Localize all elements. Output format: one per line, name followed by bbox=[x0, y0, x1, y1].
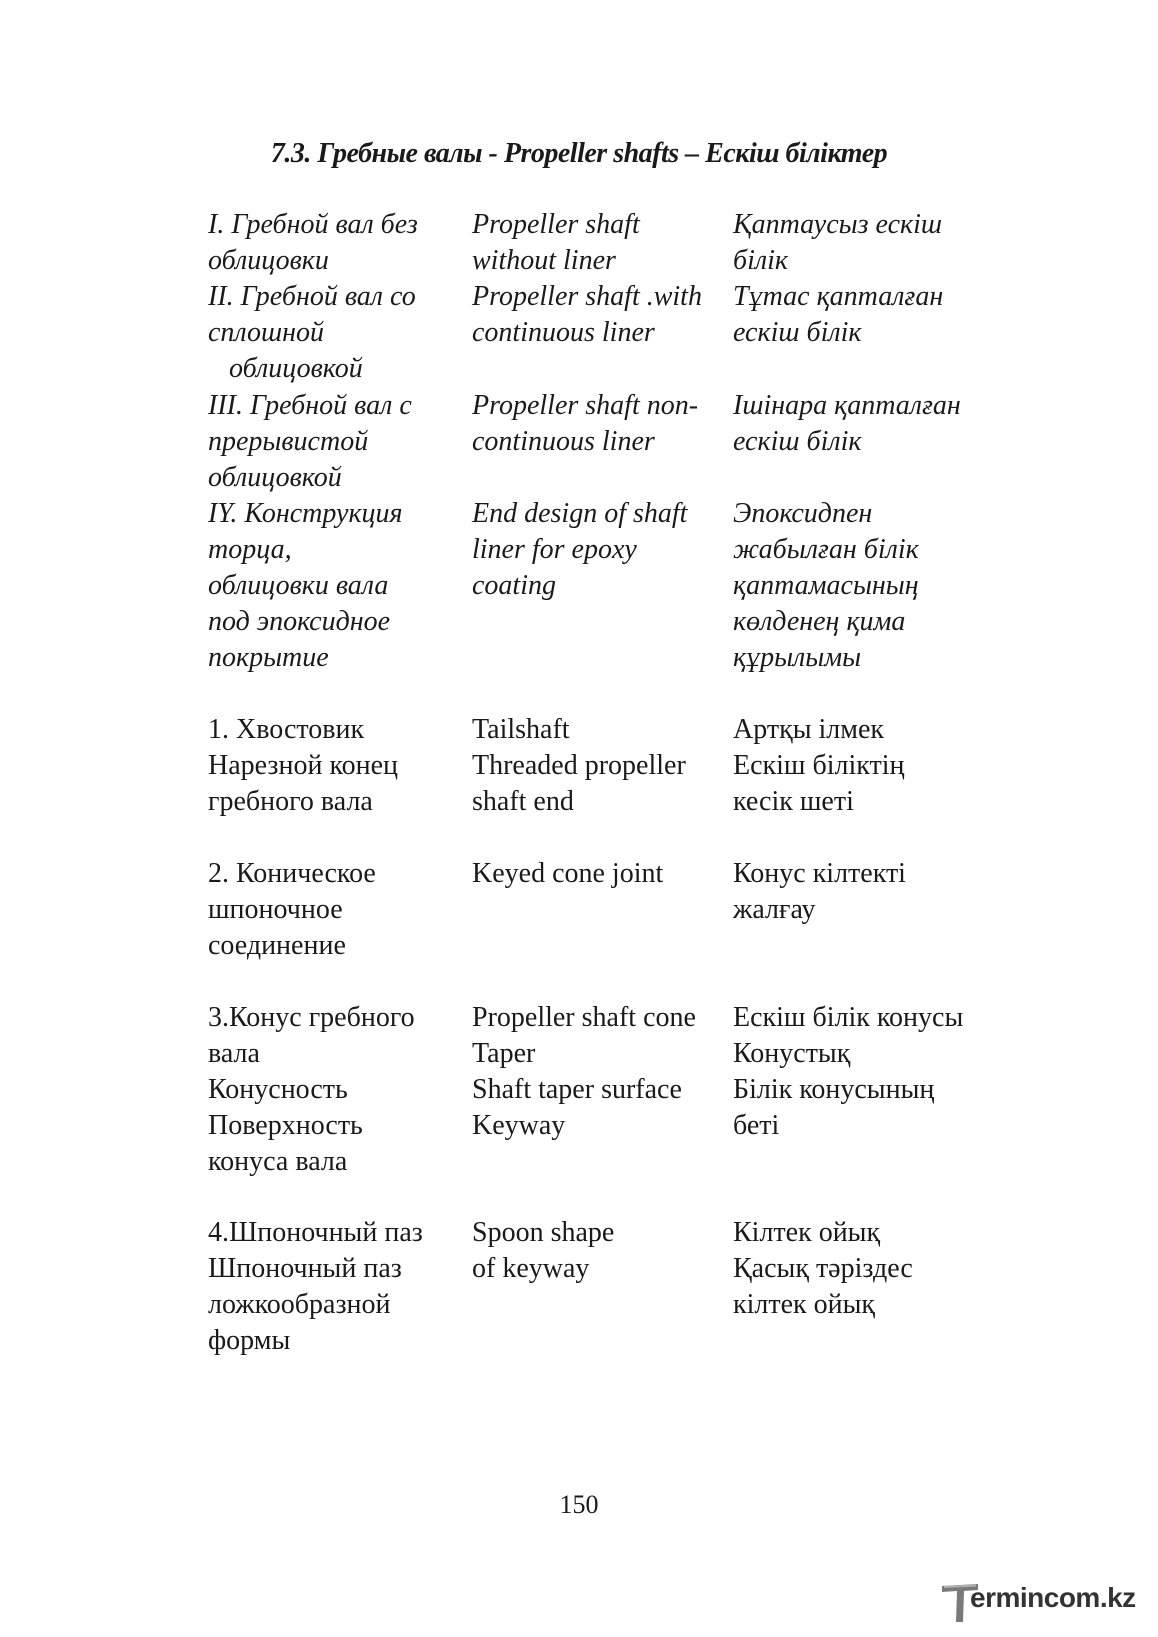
term-ru: I. Гребной вал без облицовки bbox=[208, 209, 418, 276]
term-en: Tailshaft Threaded propeller shaft end bbox=[472, 714, 686, 817]
term-ru: 1. Хвостовик Нарезной конец гребного вала bbox=[208, 714, 399, 817]
term-kz: Эпоксидпен жабылған білік қаптамасының көлденең қима құрылымы bbox=[733, 498, 919, 673]
term-ru: IY. Конструкция торца, облицовки вала под эпоксидное покрытие bbox=[208, 498, 403, 673]
page-number: 150 bbox=[559, 1490, 599, 1519]
site-watermark bbox=[938, 1578, 1150, 1628]
term-en: Propeller shaft .with continuous liner bbox=[472, 281, 702, 348]
section-title: 7.3. Гребные валы - Propeller shafts – Ескіш біліктер bbox=[270, 138, 888, 169]
watermark-text: ermincom.kz bbox=[970, 1582, 1136, 1613]
term-kz: Тұтас қапталған ескіш білік bbox=[733, 281, 944, 348]
term-kz: Қаптаусыз ескіш білік bbox=[733, 209, 943, 276]
term-kz: Кілтек ойық Қасық тәріздес кілтек ойық bbox=[733, 1217, 913, 1320]
term-ru: 4.Шпоночный паз Шпоночный паз ложкообразной формы bbox=[208, 1217, 423, 1356]
term-en: Propeller shaft without liner bbox=[472, 209, 640, 276]
term-kz: Ішінара қапталған ескіш білік bbox=[733, 390, 961, 457]
term-kz: Ескіш білік конусы Конустық Білік конусының беті bbox=[733, 1002, 964, 1141]
term-ru: III. Гребной вал с прерывистой облицовкой bbox=[208, 390, 412, 493]
term-en: Propeller shaft cone Taper Shaft taper surface Keyway bbox=[472, 1002, 696, 1141]
term-ru: 2. Коническое шпоночное соединение bbox=[208, 858, 376, 961]
term-en: Keyed cone joint bbox=[472, 858, 664, 889]
term-kz: Артқы ілмек Ескіш біліктің кесік шеті bbox=[733, 714, 905, 817]
term-en: End design of shaft liner for epoxy coating bbox=[472, 498, 688, 601]
term-en: Propeller shaft non- continuous liner bbox=[472, 390, 699, 457]
term-en: Spoon shape of keyway bbox=[472, 1217, 615, 1284]
term-ru: 3.Конус гребного вала Конусность Поверхность конуса вала bbox=[208, 1002, 415, 1177]
term-ru: II. Гребной вал со сплошной облицовкой bbox=[208, 281, 416, 384]
term-kz: Конус кілтекті жалғау bbox=[733, 858, 906, 925]
